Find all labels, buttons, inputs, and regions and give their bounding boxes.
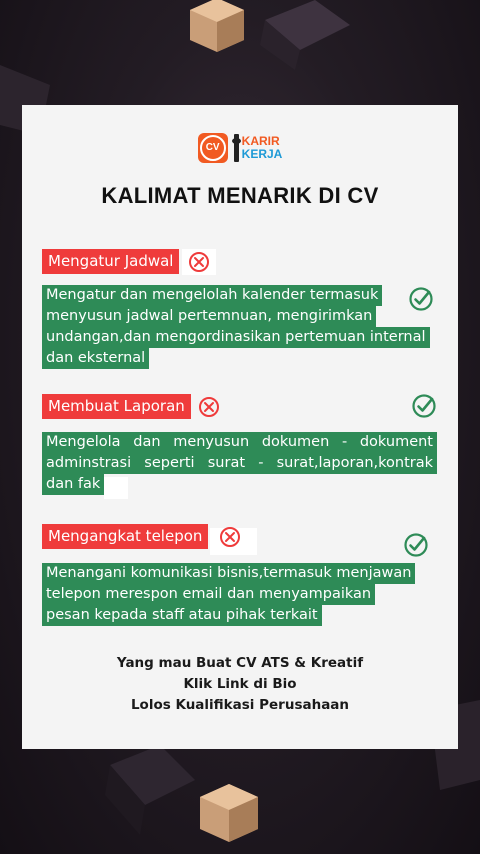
cube-decoration-dark-bottom <box>100 735 200 835</box>
description-line: Menangani komunikasi bisnis,termasuk menjawan <box>42 563 415 584</box>
cta-line-1: Yang mau Buat CV ATS & Kreatif <box>116 655 364 671</box>
cta-line-2: Klik Link di Bio <box>183 676 297 692</box>
logo-text-karir: KARIR <box>241 134 280 148</box>
cube-decoration-dark-top <box>255 0 350 70</box>
cv-tips-card <box>22 105 458 749</box>
cube-decoration-top <box>186 0 248 56</box>
item-label-mengangkat-telepon: Mengangkat telepon <box>42 524 208 549</box>
call-to-action <box>22 653 458 716</box>
x-circle-icon <box>188 251 210 273</box>
description-line: undangan,dan mengordinasikan pertemuan internal <box>42 327 430 348</box>
description-line: telepon merespon email dan menyampaikan <box>42 584 375 605</box>
x-circle-icon <box>219 526 241 548</box>
page-title: KALIMAT MENARIK DI CV <box>101 183 379 208</box>
item-label-membuat-laporan: Membuat Laporan <box>42 394 191 419</box>
cv-logo-badge: CV <box>200 135 226 161</box>
description-line: Mengatur dan mengelolah kalender termasuk <box>42 285 382 306</box>
description-line: pesan kepada staff atau pihak terkait <box>42 605 322 626</box>
item-description-2 <box>42 432 437 495</box>
tie-icon <box>234 134 239 162</box>
description-line: menyusun jadwal pertemnuan, mengirimkan <box>42 306 376 327</box>
brand-logo <box>22 133 458 163</box>
check-circle-icon <box>411 393 437 419</box>
cv-logo-icon <box>198 133 228 163</box>
check-circle-icon <box>403 532 429 558</box>
item-description-3 <box>42 563 415 626</box>
cube-decoration-bottom <box>196 780 262 846</box>
item-description-1 <box>42 285 430 369</box>
logo-text-kerja: KERJA <box>241 147 283 161</box>
x-circle-icon <box>198 396 220 418</box>
item-label-mengatur-jadwal: Mengatur Jadwal <box>42 249 179 274</box>
description-line: Mengelola dan menyusun dokumen - dokument <box>42 432 437 453</box>
cta-line-3: Lolos Kualifikasi Perusahaan <box>130 697 350 713</box>
description-line: dan eksternal <box>42 348 149 369</box>
description-line: dan fak <box>42 474 104 495</box>
description-line: adminstrasi seperti surat - surat,laporan,kontrak <box>42 453 437 474</box>
